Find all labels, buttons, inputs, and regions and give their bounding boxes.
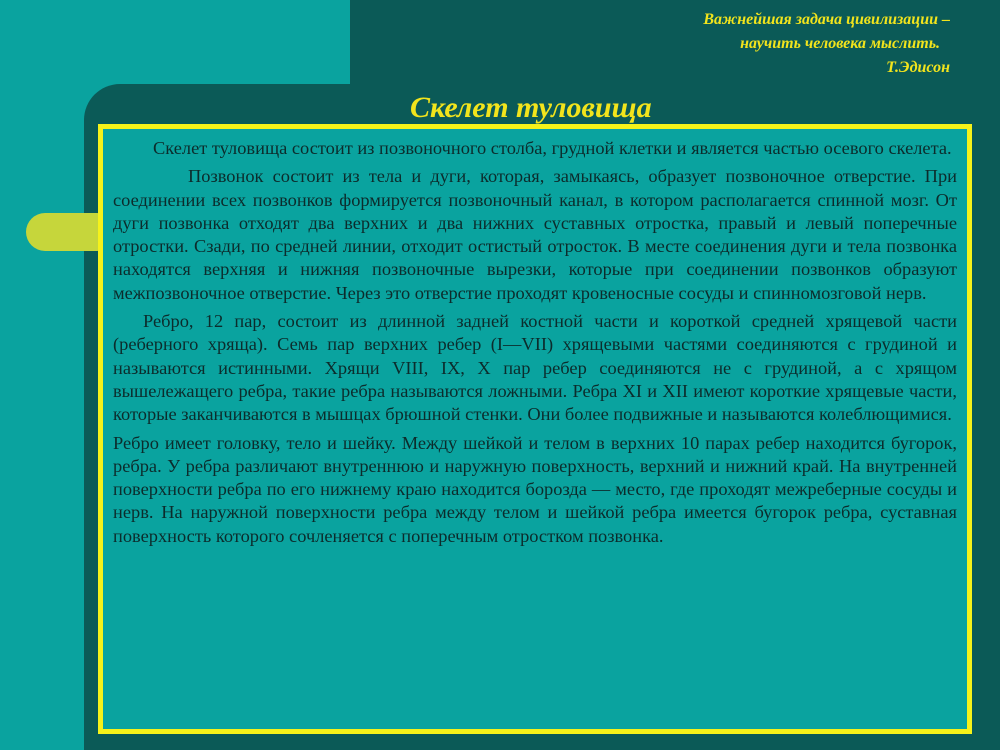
epigraph-line-1: Важнейшая задача цивилизации –: [703, 11, 950, 28]
paragraph-3: Ребро, 12 пар, состоит из длинной задней костной части и короткой средней хрящевой части (реберного хряща). Семь пар верхних ребер (I—VII) хрящевыми частями соединяются с грудиной и называются истинными. Хрящи VIII, IX, X пар ребер соединяются не с грудиной, а с хрящом вышележащего ребра, такие ребра называются ложными. Ребра XI и XII имеют короткие хрящевые части, которые заканчиваются в мышцах брюшной стенки. Они более подвижные и называются колеблющимися.: [113, 311, 957, 425]
epigraph: [703, 8, 950, 80]
text-panel: [98, 124, 972, 734]
epigraph-line-2: научить человека мыслить.: [740, 35, 940, 52]
paragraph-2: Позвонок состоит из тела и дуги, которая, замыкаясь, образует позвоночное отверстие. При соединении всех позвонков формируется позвоночный канал, в котором располагается спинной мозг. От дуги позвонка отходят два верхних и два нижних суставных отростка, правый и левый поперечные отростки. Сзади, по средней линии, отходит остистый отросток. В месте соединения дуги и тела позвонка находятся верхняя и нижняя позвоночные вырезки, которые при соединении позвонков образуют межпозвоночное отверстие. Через это отверстие проходят кровеносные сосуды и спинномозговой нерв.: [113, 166, 957, 303]
paragraph-4: Ребро имеет головку, тело и шейку. Между шейкой и телом в верхних 10 парах ребер находится бугорок, ребра. У ребра различают внутреннюю и наружную поверхность, верхний и нижний край. На внутренней поверхности ребра по его нижнему краю находится борозда — место, где проходят межреберные сосуды и нерв. На наружной поверхности ребра между телом и шейкой ребра имеется бугорок ребра, суставная поверхность которого сочленяется с поперечным отростком позвонка.: [113, 432, 957, 546]
slide-title: Скелет туловища: [410, 91, 652, 124]
paragraph-1: Скелет туловища состоит из позвоночного столба, грудной клетки и является частью осевого скелета.: [153, 138, 952, 158]
epigraph-author: Т.Эдисон: [886, 59, 950, 76]
